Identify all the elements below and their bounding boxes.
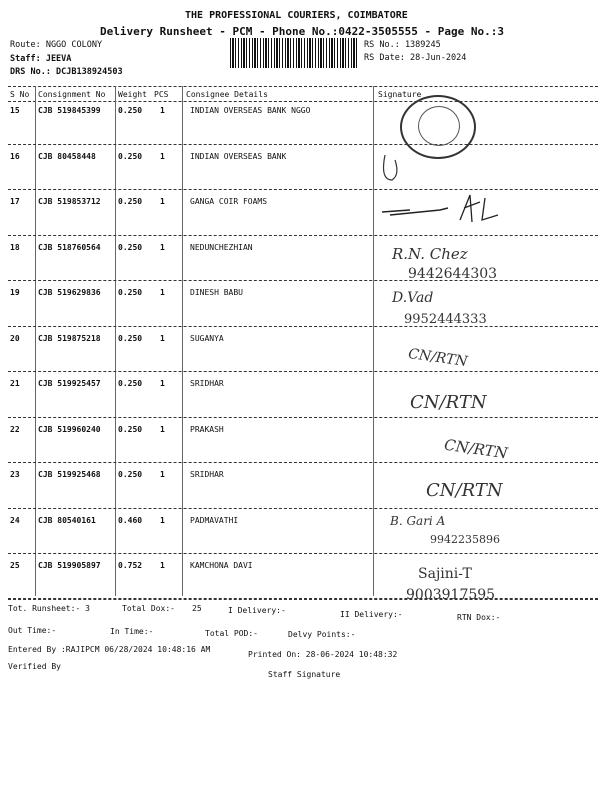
- total-dox-label: Total Dox:-: [122, 604, 175, 613]
- row-sno: 19: [10, 288, 20, 297]
- route-label: Route: NGGO COLONY: [10, 40, 103, 50]
- barcode: [230, 38, 358, 68]
- row-consignee: SRIDHAR: [190, 470, 224, 479]
- row-consignee: PRAKASH: [190, 424, 224, 434]
- rtn-note-20: CN/RTN: [407, 345, 469, 371]
- row-sno: 23: [10, 470, 20, 479]
- company-title: THE PROFESSIONAL COURIERS, COIMBATORE: [185, 10, 408, 21]
- row-weight: 0.250: [118, 197, 143, 206]
- col-pcs: PCS: [154, 90, 169, 99]
- row-weight: 0.250: [118, 151, 143, 161]
- col-consignment: Consignment No: [38, 90, 106, 99]
- staff-label: Staff: JEEVA: [10, 54, 72, 64]
- row-sno: 25: [10, 561, 20, 570]
- row-consignment: CJB 80540161: [38, 515, 96, 525]
- row-sno: 15: [10, 106, 20, 115]
- row-sno: 22: [10, 424, 20, 434]
- col-line: [373, 86, 374, 596]
- row-divider: [8, 508, 598, 509]
- out-time: Out Time:-: [8, 626, 57, 635]
- sig18-phone: 9442644303: [408, 266, 498, 282]
- row-consignment: CJB 519629836: [38, 288, 101, 297]
- row-divider: [8, 280, 598, 281]
- row-weight: 0.250: [118, 424, 143, 434]
- total-pod: Total POD:-: [205, 629, 258, 638]
- row-consignee: DINESH BABU: [190, 288, 243, 297]
- drs-number: DRS No.: DCJB138924503: [10, 67, 123, 77]
- row-divider: [8, 371, 598, 372]
- row-pcs: 1: [160, 379, 165, 388]
- row-sno: 21: [10, 379, 20, 388]
- row-sno: 17: [10, 197, 20, 206]
- row-consignment: CJB 519960240: [38, 424, 101, 434]
- col-line: [115, 86, 116, 596]
- row-weight: 0.250: [118, 288, 143, 297]
- col-signature: Signature: [378, 90, 422, 99]
- row-consignment: CJB 519925457: [38, 379, 101, 388]
- row-weight: 0.250: [118, 470, 143, 479]
- row-pcs: 1: [160, 106, 165, 115]
- row-sno: 20: [10, 333, 20, 343]
- row-consignment: CJB 519875218: [38, 333, 101, 343]
- tot-runsheet: Tot. Runsheet:- 3: [8, 604, 90, 613]
- row-consignee: SRIDHAR: [190, 379, 224, 388]
- rtn-note-23: CN/RTN: [426, 480, 503, 501]
- ii-delivery: II Delivery:-: [340, 610, 403, 619]
- col-consignee: Consignee Details: [186, 90, 268, 99]
- col-sno: S No: [10, 90, 30, 99]
- row-consignee: NEDUNCHEZHIAN: [190, 242, 253, 252]
- row-divider: [8, 553, 598, 554]
- row-sno: 24: [10, 515, 20, 525]
- footer-divider: [8, 598, 598, 599]
- signature-18: R.N. Chez: [392, 245, 468, 263]
- row-consignment: CJB 519925468: [38, 470, 101, 479]
- row-pcs: 1: [160, 333, 165, 343]
- row-consignee: PADMAVATHI: [190, 515, 239, 525]
- rs-number: RS No.: 1389245: [364, 40, 441, 50]
- sig25-name: Sajini-T: [418, 566, 472, 582]
- signature-19: D.Vad: [392, 290, 434, 306]
- sig25-phone: 9003917595: [406, 587, 496, 603]
- row-divider: [8, 417, 598, 418]
- entered-by: Entered By :RAJIPCM 06/28/2024 10:48:16 AM: [8, 645, 211, 654]
- rtn-note-21: CN/RTN: [410, 392, 487, 413]
- row-weight: 0.250: [118, 379, 143, 388]
- bank-stamp-inner: [418, 106, 460, 146]
- rtn-dox: RTN Dox:-: [457, 613, 501, 622]
- runsheet-subtitle: Delivery Runsheet - PCM - Phone No.:0422-3505555 - Page No.:3: [100, 25, 504, 38]
- total-dox-value: 25: [192, 604, 202, 613]
- row-consignee: INDIAN OVERSEAS BANK NGGO: [190, 106, 311, 115]
- row-consignment: CJB 518760564: [38, 242, 101, 252]
- row-pcs: 1: [160, 424, 165, 434]
- row-divider: [8, 326, 598, 327]
- row-divider: [8, 462, 598, 463]
- signature-24: B. Gari A: [390, 514, 446, 528]
- header-divider-top: [8, 86, 598, 87]
- rtn-note-22: CN/RTN: [443, 435, 509, 463]
- row-consignment: CJB 519845399: [38, 106, 101, 115]
- row-pcs: 1: [160, 515, 165, 525]
- row-pcs: 1: [160, 561, 165, 570]
- delvy-points: Delvy Points:-: [288, 630, 356, 639]
- signature-scribble-16: [380, 150, 440, 190]
- col-line: [35, 86, 36, 596]
- i-delivery: I Delivery:-: [228, 606, 286, 615]
- row-pcs: 1: [160, 288, 165, 297]
- row-consignee: INDIAN OVERSEAS BANK: [190, 151, 287, 161]
- row-weight: 0.250: [118, 106, 143, 115]
- row-sno: 18: [10, 242, 20, 252]
- printed-on: Printed On: 28-06-2024 10:48:32: [248, 650, 398, 659]
- row-consignment: CJB 519905897: [38, 561, 101, 570]
- row-consignee: GANGA COIR FOAMS: [190, 197, 268, 206]
- row-weight: 0.460: [118, 515, 143, 525]
- sig24-phone: 9942235896: [430, 533, 500, 546]
- sig19-phone: 9952444333: [404, 312, 487, 327]
- signature-17: [380, 190, 530, 235]
- row-consignment: CJB 80458448: [38, 151, 96, 161]
- row-consignee: SUGANYA: [190, 333, 224, 343]
- staff-signature: Staff Signature: [268, 670, 341, 679]
- in-time: In Time:-: [110, 627, 154, 636]
- row-weight: 0.752: [118, 561, 143, 570]
- row-consignment: CJB 519853712: [38, 197, 101, 206]
- row-pcs: 1: [160, 470, 165, 479]
- row-weight: 0.250: [118, 242, 143, 252]
- row-pcs: 1: [160, 197, 165, 206]
- rs-date: RS Date: 28-Jun-2024: [364, 53, 467, 63]
- row-weight: 0.250: [118, 333, 143, 343]
- row-consignee: KAMCHONA DAVI: [190, 561, 253, 570]
- header-divider-bottom: [8, 101, 598, 102]
- verified-by: Verified By: [8, 662, 61, 671]
- col-line: [182, 86, 183, 596]
- col-weight: Weight: [118, 90, 147, 99]
- row-pcs: 1: [160, 242, 165, 252]
- row-divider: [8, 144, 598, 145]
- row-sno: 16: [10, 151, 20, 161]
- row-pcs: 1: [160, 151, 165, 161]
